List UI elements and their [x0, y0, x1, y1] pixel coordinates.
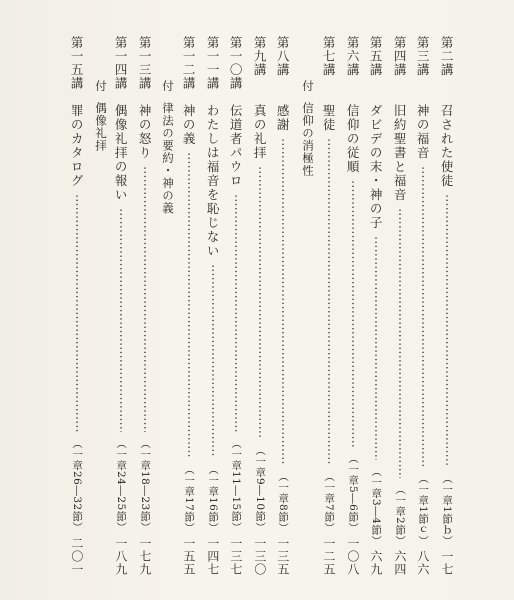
leader-dots — [259, 166, 261, 439]
lecture-number: 第一四講 — [113, 36, 129, 90]
leader-dots — [235, 194, 237, 432]
lecture-title: ダビデの末・神の子 — [368, 104, 384, 230]
page-number: 一八九 — [113, 537, 128, 576]
page-number: 一七九 — [137, 537, 152, 576]
supplement-title: 偶像礼拝 — [94, 101, 108, 152]
supplement-entry — [93, 80, 109, 152]
page-number: 一三七 — [228, 537, 243, 576]
leader-dots — [446, 194, 448, 467]
verse-reference: （一章18―23節） — [139, 438, 152, 533]
toc-entry — [369, 36, 382, 576]
page-number: 八六 — [415, 550, 430, 576]
lecture-number: 第三講 — [415, 36, 431, 77]
lecture-number: 第一二講 — [181, 36, 197, 90]
page-number: 一〇八 — [345, 537, 360, 576]
verse-reference: （一章7節） — [323, 470, 336, 533]
toc-entry — [416, 36, 429, 576]
leader-dots — [352, 180, 354, 447]
page-number: 一二五 — [321, 537, 336, 576]
verse-reference: （一章1節ｃ） — [417, 472, 430, 546]
toc-entry — [182, 36, 195, 576]
lecture-title: 旧約聖書と福音 — [392, 104, 408, 202]
lecture-number: 第二講 — [439, 36, 455, 77]
supplement-title: 信仰の消極性 — [301, 101, 315, 177]
verse-reference: （一章8節） — [277, 470, 290, 533]
verse-reference: （一章5―6節） — [347, 452, 360, 533]
supplement-label: 付 — [161, 80, 175, 92]
lecture-number: 第一三講 — [137, 36, 153, 90]
leader-dots — [76, 194, 78, 432]
verse-reference: （一章17節） — [183, 463, 196, 533]
supplement-label: 付 — [301, 80, 315, 92]
supplement-entry — [300, 80, 316, 177]
leader-dots — [375, 236, 377, 460]
toc-entry — [346, 36, 359, 576]
page-number: 六四 — [392, 550, 407, 576]
page-number: 一三五 — [275, 537, 290, 576]
verse-reference: （一章26―32節） — [71, 438, 84, 533]
lecture-number: 第一一講 — [205, 36, 221, 90]
lecture-number: 第六講 — [345, 36, 361, 77]
verse-reference: （一章1節ｂ） — [441, 472, 454, 546]
lecture-number: 第八講 — [275, 36, 291, 77]
lecture-title: 聖徒 — [321, 104, 337, 132]
verse-reference: （一章11―15節） — [230, 438, 243, 533]
leader-dots — [282, 138, 284, 465]
verse-reference: （一章2節） — [394, 483, 407, 546]
verse-reference: （一章9―10節） — [254, 445, 267, 533]
lecture-title: 神の福音 — [415, 104, 431, 160]
leader-dots — [120, 208, 122, 432]
toc-entry — [322, 36, 335, 576]
leader-dots — [212, 264, 214, 458]
toc-entry — [276, 36, 289, 576]
verse-reference: （一章24―25節） — [115, 438, 128, 533]
toc-entry — [206, 36, 219, 576]
lecture-title: 信仰の従順 — [345, 104, 361, 174]
lecture-title: わたしは福音を恥じない — [205, 104, 221, 258]
lecture-number: 第九講 — [252, 36, 268, 77]
leader-dots — [328, 138, 330, 465]
toc-entry — [229, 36, 242, 576]
lecture-number: 第四講 — [392, 36, 408, 77]
toc-entry — [440, 36, 453, 576]
lecture-title: 召された使徒 — [439, 104, 455, 188]
leader-dots — [188, 152, 190, 458]
page-number: 二〇一 — [69, 537, 84, 576]
lecture-number: 第一五講 — [69, 36, 85, 90]
lecture-title: 神の義 — [181, 104, 197, 146]
leader-dots — [422, 166, 424, 467]
leader-dots — [144, 166, 146, 432]
lecture-title: 感謝 — [275, 104, 291, 132]
toc-entry — [253, 36, 266, 576]
page-number: 一三〇 — [252, 537, 267, 576]
verse-reference: （一章3―4節） — [370, 465, 383, 546]
supplement-title: 律法の要約・神の義 — [161, 101, 175, 214]
page-number: 一七 — [439, 550, 454, 576]
supplement-label: 付 — [94, 80, 108, 92]
page-number: 一四七 — [205, 537, 220, 576]
lecture-title: 伝道者パウロ — [228, 104, 244, 188]
lecture-title: 偶像礼拝の報い — [113, 104, 129, 202]
supplement-entry — [160, 80, 176, 214]
toc-entry — [70, 36, 83, 576]
lecture-title: 神の怒り — [137, 104, 153, 160]
lecture-number: 第五講 — [368, 36, 384, 77]
lecture-title: 罪のカタログ — [69, 104, 85, 188]
lecture-number: 第一〇講 — [228, 36, 244, 90]
lecture-title: 真の礼拝 — [252, 104, 268, 160]
lecture-number: 第七講 — [321, 36, 337, 77]
leader-dots — [399, 208, 401, 478]
page-number: 一五五 — [181, 537, 196, 576]
toc-entry — [393, 36, 406, 576]
toc-entry — [138, 36, 151, 576]
toc-entry — [114, 36, 127, 576]
page-number: 六九 — [368, 550, 383, 576]
verse-reference: （一章16節） — [207, 463, 220, 533]
